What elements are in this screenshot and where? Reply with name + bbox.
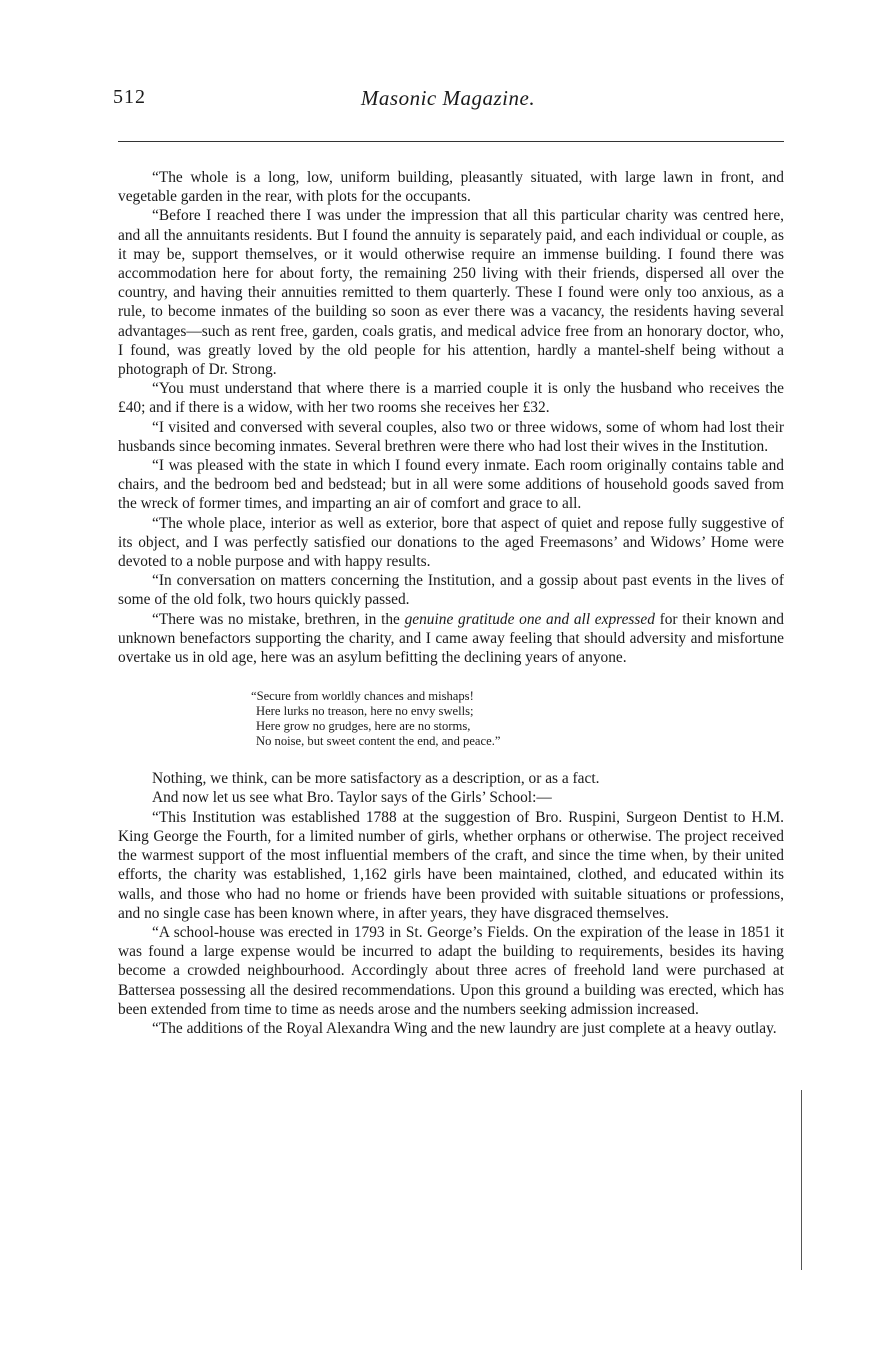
- paragraph: “Before I reached there I was under the impression that all this particular charity was centred here, and all the annuitants residents. But I found the annuity is separately paid, and each individual or couple, as it may be, support themselves, or it would otherwise require an immense building. I found there was accommodation here for about forty, the remaining 250 living with their friends, dispersed all over the country, and having their annuities remitted to them quarterly. These I found were only too anxious, as a rule, to become inmates of the building so soon as ever there was a vacancy, the residents having several advantages—such as rent free, garden, coals gratis, and medical advice free from an honorary doctor, who, I found, was greatly loved by the old people for his attention, hardly a mantel-shelf being without a photograph of Dr. Strong.: [118, 207, 784, 379]
- header-rule: [118, 141, 784, 142]
- verse-line: Here lurks no treason, here no envy swells;: [256, 704, 474, 719]
- gratitude-after: for their known and unknown benefactors supporting the charity, and I came away feeling that should adversity and misfortune overtake us in old age, here was an asylum befitting the declining years of anyone.: [118, 610, 784, 667]
- journal-title: Masonic Magazine.: [360, 86, 536, 110]
- paragraph: “You must understand that where there is a married couple it is only the husband who receives the £40; and if there is a widow, with her two rooms she receives her £32.: [118, 380, 784, 417]
- paragraph: “I visited and conversed with several couples, also two or three widows, some of whom had lost their husbands since becoming inmates. Several brethren were there who had lost their wives in the Institution.: [118, 418, 784, 455]
- paragraph: “In conversation on matters concerning the Institution, and a gossip about past events in the lives of some of the old folk, two hours quickly passed.: [118, 572, 784, 609]
- binding-edge-line: [801, 1090, 802, 1270]
- verse-line: Here grow no grudges, here are no storms,: [256, 719, 471, 734]
- paragraph: “A school-house was erected in 1793 in St. George’s Fields. On the expiration of the lease in 1851 it was found a large expense would be incurred to adapt the building to requirements, besides its having become a crowded neighbourhood. Accordingly about three acres of freehold land were purchased at Battersea possessing all the desired recommendations. Upon this ground a building was erected, which has been extended from time to time as needs arose and the numbers seeking admission increased.: [118, 923, 784, 1018]
- running-head: [113, 86, 783, 118]
- paragraph: “The additions of the Royal Alexandra Wing and the new laundry are just complete at a heavy outlay.: [152, 1019, 777, 1037]
- page-number: 512: [113, 86, 146, 108]
- paragraph: “The whole is a long, low, uniform building, pleasantly situated, with large lawn in front, and vegetable garden in the rear, with plots for the occupants.: [118, 169, 784, 206]
- gratitude-before: “There was no mistake, brethren, in the: [152, 610, 405, 628]
- article-body: [118, 168, 784, 1038]
- paragraph: “This Institution was established 1788 at the suggestion of Bro. Ruspini, Surgeon Dentist to H.M. King George the Fourth, for a limited number of girls, whether orphans or otherwise. The project received the warmest support of the most influential members of the craft, and since the time when, by their united efforts, the charity was established, 1,162 girls have been maintained, clothed, and educated within its walls, and those who had no home or friends have been provided with suitable situations or professions, and no single case has been known where, in after years, they have disgraced themselves.: [118, 808, 784, 922]
- paragraph: And now let us see what Bro. Taylor says of the Girls’ School:—: [152, 789, 552, 807]
- paragraph: “The whole place, interior as well as exterior, bore that aspect of quiet and repose fully suggestive of its object, and I was perfectly satisfied our donations to the aged Freemasons’ and Widows’ Home were devoted to a noble purpose and with happy results.: [118, 514, 784, 571]
- paragraph: “I was pleased with the state in which I found every inmate. Each room originally contains table and chairs, and the bedroom bed and bedstead; but in all were some additions of household goods saved from the wreck of former times, and imparting an air of comfort and grace to all.: [118, 457, 784, 513]
- gratitude-paragraph: [118, 610, 784, 668]
- verse-line: “Secure from worldly chances and mishaps!: [251, 689, 474, 704]
- verse-quotation: [251, 689, 784, 749]
- verse-line: No noise, but sweet content the end, and peace.”: [256, 734, 501, 749]
- gratitude-italic: genuine gratitude one and all expressed: [404, 610, 655, 628]
- paragraph: Nothing, we think, can be more satisfactory as a description, or as a fact.: [152, 770, 600, 788]
